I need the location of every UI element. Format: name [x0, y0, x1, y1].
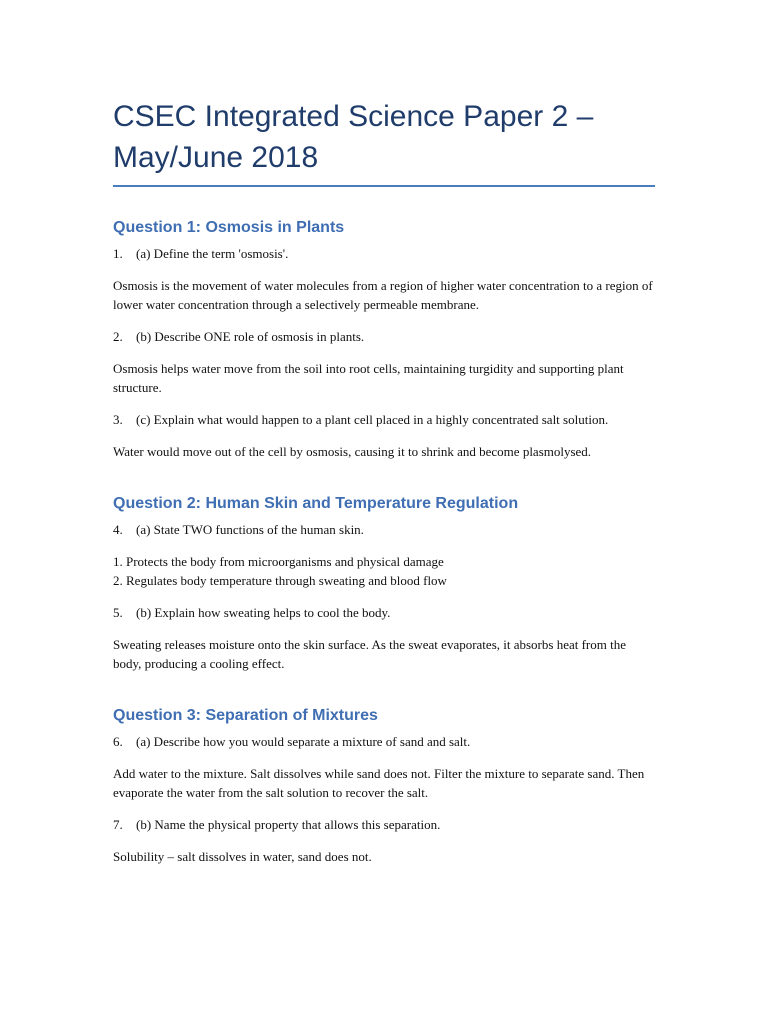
section-heading-osmosis: Question 1: Osmosis in Plants [113, 219, 345, 236]
question-number: 1. [113, 246, 123, 261]
answer-list [113, 552, 655, 590]
answer-text: Osmosis helps water move from the soil into root cells, maintaining turgidity and supporting plant structure. [113, 361, 624, 395]
question-number: 6. [113, 734, 123, 749]
question-text: (a) State TWO functions of the human skin. [136, 522, 364, 537]
question-number: 5. [113, 605, 123, 620]
question-item-6 [113, 732, 655, 751]
question-item-5 [113, 603, 655, 622]
question-text: (a) Define the term 'osmosis'. [136, 246, 289, 261]
question-item-3 [113, 410, 655, 429]
document-title [113, 96, 655, 187]
title-line-1: CSEC Integrated Science Paper 2 – [113, 100, 594, 133]
answer-line-1: 1. Protects the body from microorganisms and physical damage [113, 554, 444, 569]
question-text: (b) Describe ONE role of osmosis in plants. [136, 329, 365, 344]
section-heading-human-skin: Question 2: Human Skin and Temperature Regulation [113, 495, 519, 512]
question-item-4 [113, 520, 655, 539]
question-item-7 [113, 815, 655, 834]
question-item-2 [113, 327, 655, 346]
answer-text: Solubility – salt dissolves in water, sand does not. [113, 849, 372, 864]
question-text: (a) Describe how you would separate a mixture of sand and salt. [136, 734, 471, 749]
question-item-1 [113, 244, 655, 263]
answer-text: Add water to the mixture. Salt dissolves while sand does not. Filter the mixture to separate sand. Then evaporate the water from the salt solution to recover the salt. [113, 766, 645, 800]
question-text: (b) Name the physical property that allows this separation. [136, 817, 441, 832]
question-number: 2. [113, 329, 123, 344]
question-number: 7. [113, 817, 123, 832]
question-number: 3. [113, 412, 123, 427]
question-text: (c) Explain what would happen to a plant cell placed in a highly concentrated salt solution. [136, 412, 609, 427]
answer-line-2: 2. Regulates body temperature through sweating and blood flow [113, 573, 447, 588]
section-heading-separation: Question 3: Separation of Mixtures [113, 707, 378, 724]
question-number: 4. [113, 522, 123, 537]
answer-text: Osmosis is the movement of water molecules from a region of higher water concentration to a region of lower water concentration through a selectively permeable membrane. [113, 278, 653, 312]
answer-text: Sweating releases moisture onto the skin surface. As the sweat evaporates, it absorbs heat from the body, producing a cooling effect. [113, 637, 626, 671]
question-text: (b) Explain how sweating helps to cool the body. [136, 605, 391, 620]
answer-text: Water would move out of the cell by osmosis, causing it to shrink and become plasmolysed. [113, 444, 592, 459]
title-line-2: May/June 2018 [113, 141, 319, 174]
